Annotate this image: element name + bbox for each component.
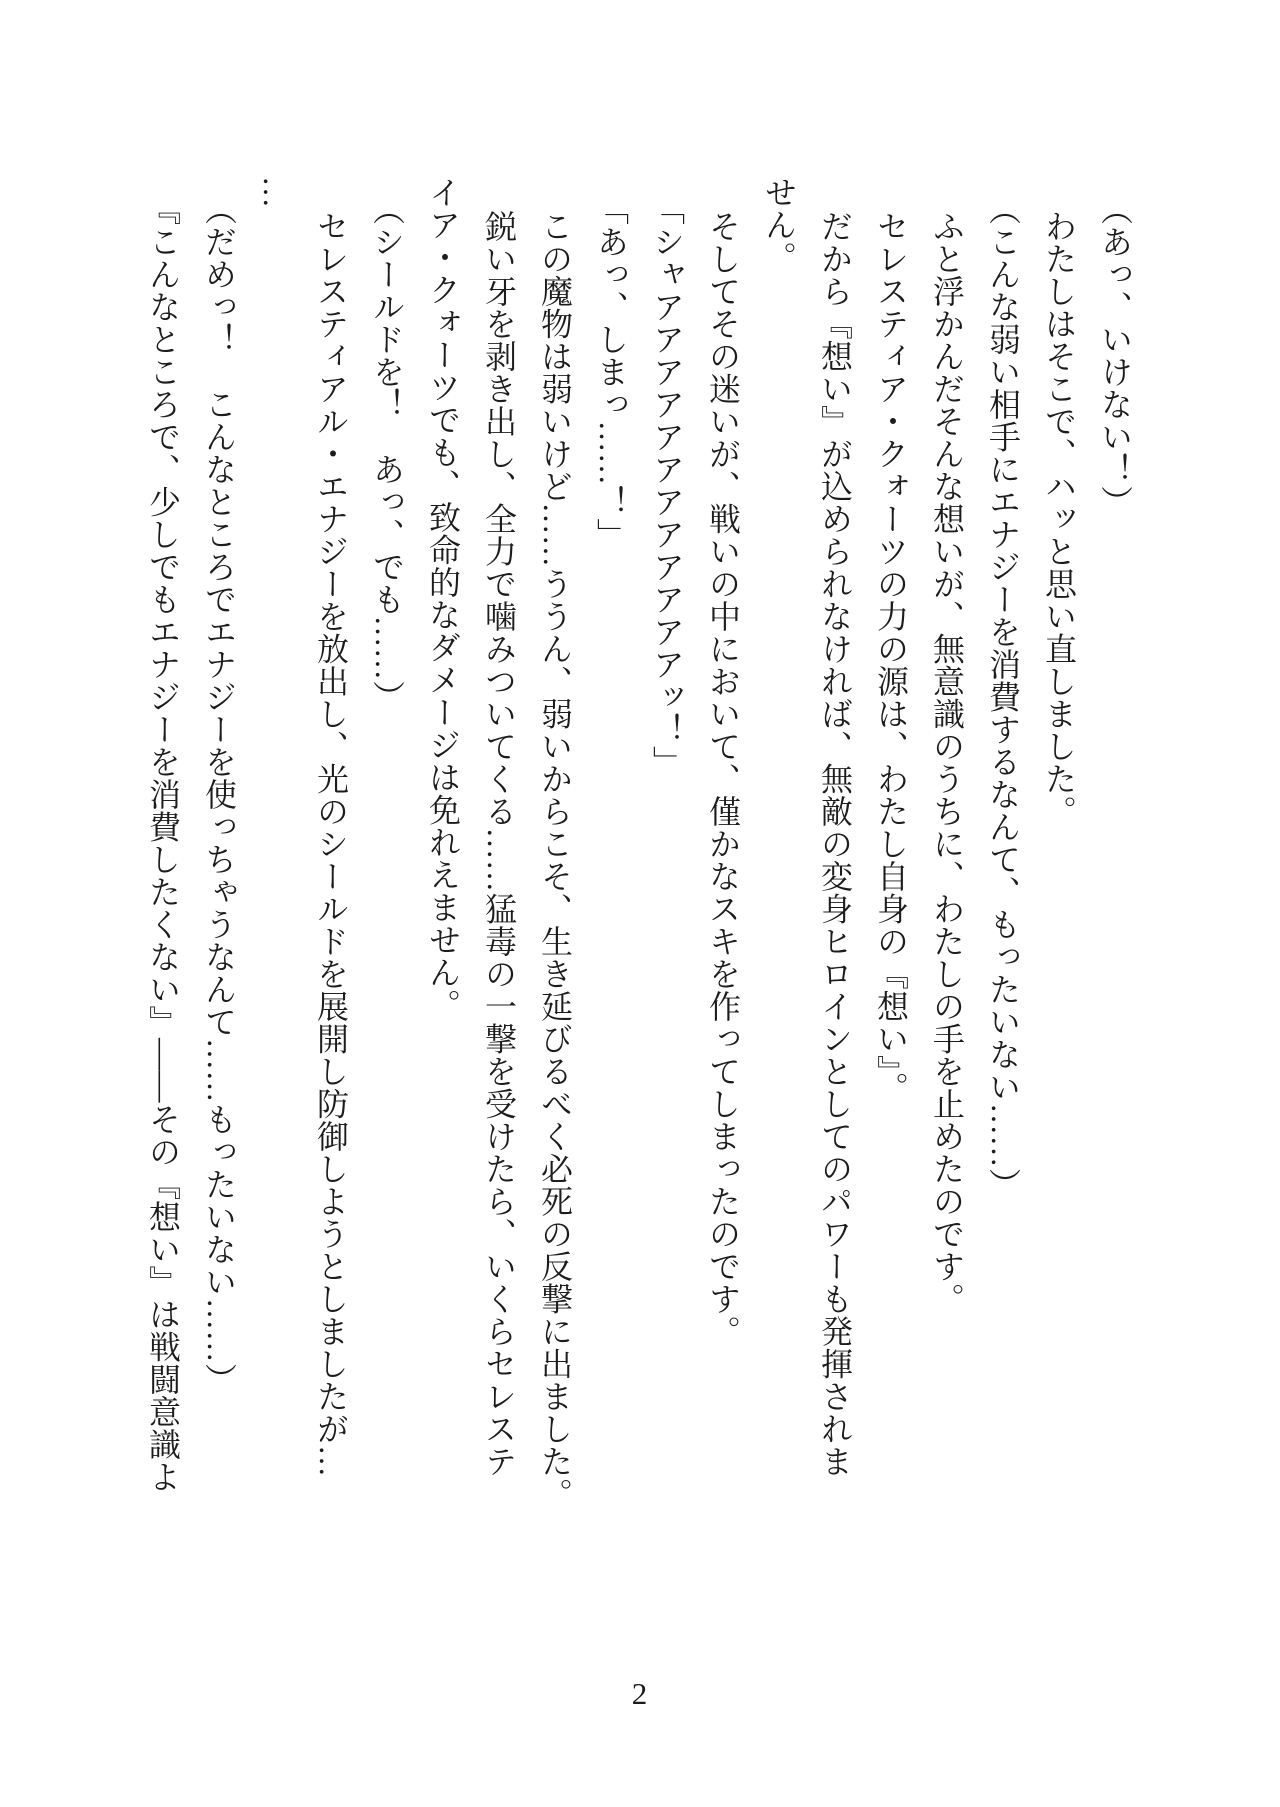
text-line: セレスティア・クォーツの力の源は、わたし自身の『想い』。	[873, 210, 909, 1104]
text-line: だから『想い』が込められなければ、無敵の変身ヒロインとしてのパワーも発揮されま	[817, 210, 853, 1478]
text-line: 鋭い牙を剥き出し、全力で噛みついてくる……猛毒の一撃を受けたら、いくらセレステ	[481, 210, 517, 1478]
text-line: せん。	[761, 176, 797, 274]
text-line: わたしはそこで、ハッと思い直しました。	[1041, 210, 1077, 828]
text-line: セレスティアル・エナジーを放出し、光のシールドを展開し防御しようとしましたが…	[313, 210, 349, 1478]
text-line: 『こんなところで、少しでもエナジーを消費したくない』――その『想い』は戦闘意識よ	[145, 193, 181, 1493]
text-line: （だめっ！ こんなところでエナジーを使っちゃうなんて……もったいない……）	[201, 193, 237, 1396]
text-line: ふと浮かんだそんな想いが、無意識のうちに、わたしの手を止めたのです。	[929, 210, 965, 1315]
text-line: そしてその迷いが、戦いの中において、僅かなスキを作ってしまったのです。	[705, 210, 741, 1348]
text-line: （シールドを！ あっ、でも……）	[369, 193, 405, 713]
page-number: 2	[631, 1676, 649, 1711]
text-line: 「あっ、しまっ……！」	[593, 193, 629, 551]
text-line: …	[257, 176, 293, 209]
text-line: 「シャアアアアアアアアアアアアッ！」	[649, 193, 685, 778]
text-line: イア・クォーツでも、致命的なダメージは免れえません。	[425, 176, 461, 1021]
text-line: （あっ、いけない！）	[1097, 193, 1133, 518]
text-line: この魔物は弱いけど……ううん、弱いからこそ、生き延びるべく必死の反撃に出ました。	[537, 210, 573, 1510]
vertical-text-block	[135, 176, 1143, 1510]
text-line: （こんな弱い相手にエナジーを消費するなんて、もったいない……）	[985, 193, 1021, 1201]
